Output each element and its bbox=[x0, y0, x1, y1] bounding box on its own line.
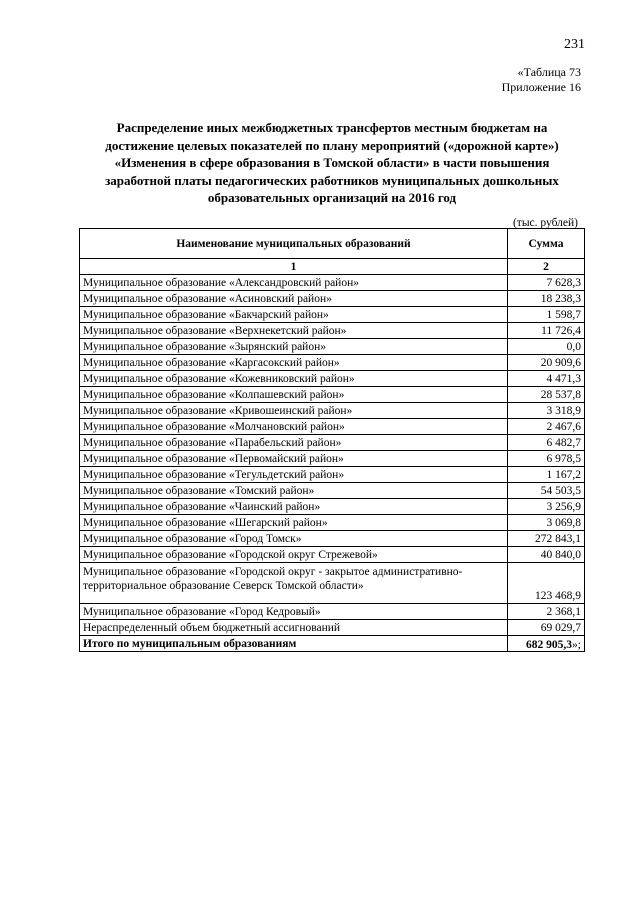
municipality-name: Муниципальное образование «Молчановский район» bbox=[80, 419, 508, 435]
total-amount-value: 682 905,3 bbox=[526, 639, 573, 651]
column-index-row bbox=[80, 259, 585, 275]
table-row bbox=[80, 563, 585, 604]
municipality-name: Муниципальное образование «Зырянский район» bbox=[80, 339, 508, 355]
municipality-name: Муниципальное образование «Каргасокский район» bbox=[80, 355, 508, 371]
table-row bbox=[80, 451, 585, 467]
table-row bbox=[80, 355, 585, 371]
table-row bbox=[80, 483, 585, 499]
table-row bbox=[80, 604, 585, 620]
page-number: 231 bbox=[564, 37, 585, 52]
total-amount bbox=[508, 636, 585, 652]
header-name: Наименование муниципальных образований bbox=[80, 229, 508, 259]
table-row bbox=[80, 515, 585, 531]
amount-value: 4 471,3 bbox=[508, 371, 585, 387]
amount-value: 69 029,7 bbox=[508, 620, 585, 636]
table-row bbox=[80, 467, 585, 483]
amount-value: 3 318,9 bbox=[508, 403, 585, 419]
column-index-1: 1 bbox=[80, 259, 508, 275]
table-row bbox=[80, 499, 585, 515]
municipality-name: Муниципальное образование «Первомайский район» bbox=[80, 451, 508, 467]
units-note: (тыс. рублей) bbox=[512, 217, 578, 229]
table-row bbox=[80, 323, 585, 339]
total-row bbox=[80, 636, 585, 652]
municipality-name: Нераспределенный объем бюджетный ассигнований bbox=[80, 620, 508, 636]
amount-value: 3 256,9 bbox=[508, 499, 585, 515]
amount-value: 272 843,1 bbox=[508, 531, 585, 547]
amount-value: 2 368,1 bbox=[508, 604, 585, 620]
table-row bbox=[80, 387, 585, 403]
allocation-table bbox=[79, 228, 585, 652]
table-header-row bbox=[80, 229, 585, 259]
amount-value: 0,0 bbox=[508, 339, 585, 355]
table-row bbox=[80, 371, 585, 387]
title-line: образовательных организаций на 2016 год bbox=[207, 190, 457, 205]
municipality-name: Муниципальное образование «Городской округ Стрежевой» bbox=[80, 547, 508, 563]
table-row bbox=[80, 339, 585, 355]
municipality-name: Муниципальное образование «Бакчарский район» bbox=[80, 307, 508, 323]
title-line: заработной платы педагогических работников муниципальных дошкольных bbox=[105, 172, 559, 188]
municipality-name: Муниципальное образование «Чаинский район» bbox=[80, 499, 508, 515]
amount-value: 18 238,3 bbox=[508, 291, 585, 307]
title-line: Распределение иных межбюджетных трансфертов местным бюджетам на bbox=[116, 120, 548, 135]
document-title bbox=[80, 119, 584, 207]
table-row bbox=[80, 291, 585, 307]
amount-value: 6 482,7 bbox=[508, 435, 585, 451]
municipality-name: Муниципальное образование «Александровский район» bbox=[80, 275, 508, 291]
municipality-name: Муниципальное образование «Асиновский район» bbox=[80, 291, 508, 307]
table-row bbox=[80, 531, 585, 547]
municipality-name: Муниципальное образование «Колпашевский район» bbox=[80, 387, 508, 403]
amount-value: 54 503,5 bbox=[508, 483, 585, 499]
amount-value: 123 468,9 bbox=[508, 563, 585, 604]
amount-value: 1 598,7 bbox=[508, 307, 585, 323]
amount-value: 28 537,8 bbox=[508, 387, 585, 403]
table-reference bbox=[502, 65, 581, 95]
municipality-name: Муниципальное образование «Кривошеинский район» bbox=[80, 403, 508, 419]
table-row bbox=[80, 275, 585, 291]
amount-value: 2 467,6 bbox=[508, 419, 585, 435]
amount-value: 7 628,3 bbox=[508, 275, 585, 291]
closing-quote: »; bbox=[572, 639, 581, 651]
title-line: достижение целевых показателей по плану мероприятий («дорожной карте») bbox=[105, 137, 559, 153]
municipality-name: Муниципальное образование «Тегульдетский район» bbox=[80, 467, 508, 483]
amount-value: 3 069,8 bbox=[508, 515, 585, 531]
municipality-name: Муниципальное образование «Томский район» bbox=[80, 483, 508, 499]
table-row bbox=[80, 419, 585, 435]
municipality-name: Муниципальное образование «Город Томск» bbox=[80, 531, 508, 547]
municipality-name: Муниципальное образование «Городской округ - закрытое административно-территориальное образование Северск Томской области» bbox=[80, 563, 508, 604]
table-ref-line-2: Приложение 16 bbox=[501, 80, 581, 94]
municipality-name: Муниципальное образование «Город Кедровый» bbox=[80, 604, 508, 620]
municipality-name: Муниципальное образование «Парабельский район» bbox=[80, 435, 508, 451]
header-sum: Сумма bbox=[508, 229, 585, 259]
amount-value: 1 167,2 bbox=[508, 467, 585, 483]
amount-value: 6 978,5 bbox=[508, 451, 585, 467]
amount-value: 40 840,0 bbox=[508, 547, 585, 563]
table-row bbox=[80, 403, 585, 419]
municipality-name: Муниципальное образование «Верхнекетский район» bbox=[80, 323, 508, 339]
table-row bbox=[80, 435, 585, 451]
table-row bbox=[80, 547, 585, 563]
table-row bbox=[80, 307, 585, 323]
column-index-2: 2 bbox=[508, 259, 585, 275]
table-ref-line-1: «Таблица 73 bbox=[517, 65, 581, 79]
municipality-name: Муниципальное образование «Кожевниковский район» bbox=[80, 371, 508, 387]
amount-value: 20 909,6 bbox=[508, 355, 585, 371]
municipality-name: Муниципальное образование «Шегарский район» bbox=[80, 515, 508, 531]
amount-value: 11 726,4 bbox=[508, 323, 585, 339]
table-row bbox=[80, 620, 585, 636]
title-line: «Изменения в сфере образования в Томской области» в части повышения bbox=[114, 155, 550, 170]
total-label: Итого по муниципальным образованиям bbox=[80, 636, 508, 652]
